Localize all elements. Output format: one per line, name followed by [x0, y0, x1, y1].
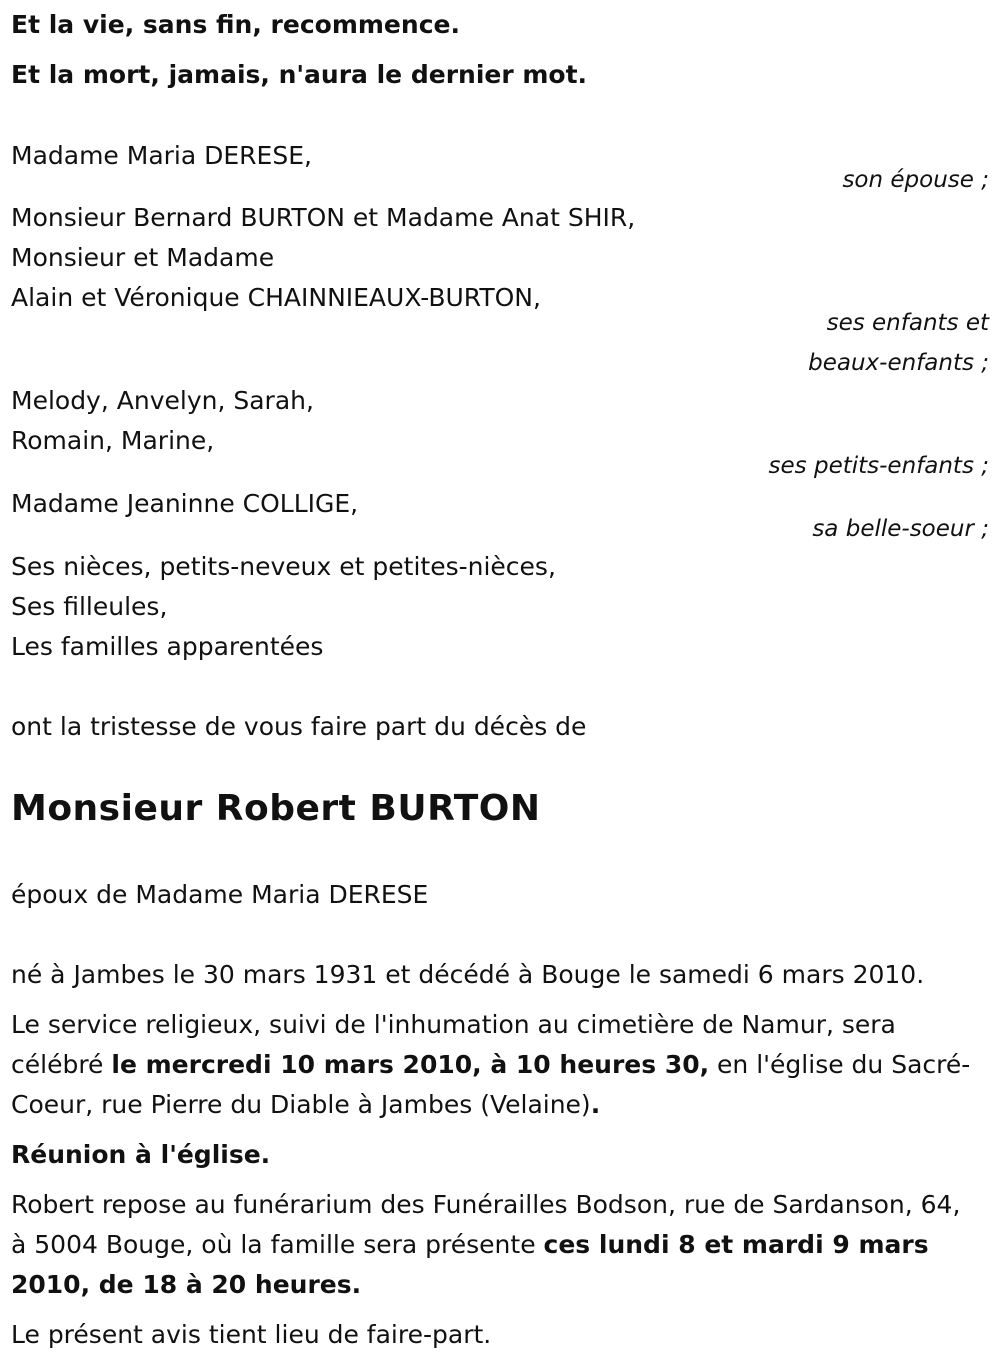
announcement: ont la tristesse de vous faire part du décès de — [11, 712, 587, 741]
grandchildren-line-1: Melody, Anvelyn, Sarah, — [11, 386, 314, 415]
meeting: Réunion à l'église. — [11, 1140, 271, 1169]
birth-death: né à Jambes le 30 mars 1931 et décédé à Bouge le samedi 6 mars 2010. — [11, 960, 925, 989]
verse-line-2: Et la mort, jamais, n'aura le dernier mot. — [11, 60, 588, 89]
service-paragraph — [11, 1005, 971, 1125]
spouse-role: son épouse ; — [842, 167, 989, 193]
service-text-after: en l'église du Sacré-Coeur, rue Pierre du Diable à Jambes (Velaine) — [11, 1050, 971, 1119]
others-line-1: Ses nièces, petits-neveux et petites-nièces, — [11, 552, 556, 581]
visitation-dates: ces lundi 8 et mardi 9 mars 2010, de 18 à 20 heures. — [11, 1230, 929, 1299]
service-text-before: Le service religieux, suivi de l'inhumation au cimetière de Namur, sera célébré — [11, 1010, 896, 1079]
others-line-3: Les familles apparentées — [11, 632, 324, 661]
visitation-text-before: Robert repose au funérarium des Funérailles Bodson, rue de Sardanson, 64, à 5004 Bouge, où la famille sera présente — [11, 1190, 961, 1259]
children-role-line-1: ses enfants et — [826, 310, 989, 336]
spouse-of: époux de Madame Maria DERESE — [11, 880, 429, 909]
verse-line-1: Et la vie, sans fin, recommence. — [11, 10, 460, 39]
sister-in-law-role: sa belle-soeur ; — [812, 516, 989, 542]
children-role-line-2: beaux-enfants ; — [808, 350, 989, 376]
service-date: le mercredi 10 mars 2010, à 10 heures 30, — [111, 1050, 710, 1079]
children-line-2: Monsieur et Madame — [11, 243, 275, 272]
sister-in-law-name: Madame Jeaninne COLLIGE, — [11, 489, 359, 518]
children-line-1: Monsieur Bernard BURTON et Madame Anat SHIR, — [11, 203, 636, 232]
deceased-name: Monsieur Robert BURTON — [11, 788, 541, 829]
visitation-paragraph — [11, 1185, 971, 1305]
children-line-3: Alain et Véronique CHAINNIEAUX-BURTON, — [11, 283, 541, 312]
closing: Le présent avis tient lieu de faire-part. — [11, 1320, 492, 1349]
grandchildren-role: ses petits-enfants ; — [768, 453, 989, 479]
others-line-2: Ses filleules, — [11, 592, 168, 621]
grandchildren-line-2: Romain, Marine, — [11, 426, 215, 455]
service-period: . — [590, 1090, 601, 1119]
spouse-name: Madame Maria DERESE, — [11, 141, 312, 170]
